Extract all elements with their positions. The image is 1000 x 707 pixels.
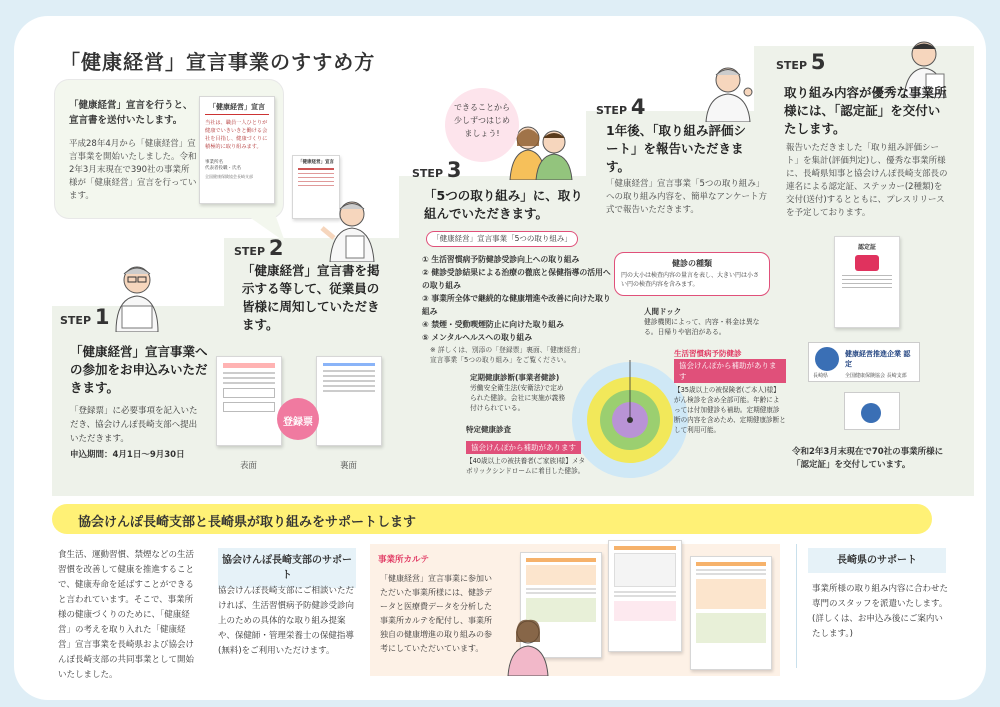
step2-label-text: STEP	[234, 245, 266, 258]
support-banner-text: 協会けんぽ長崎支部と長崎県が取り組みをサポートします	[78, 515, 417, 530]
step3-number: 3	[446, 158, 462, 182]
intro-body: 平成28年4月から「健康経営」宣言事業を開始いたしました。令和2年3月末現在で390社の事業所様が「健康経営」宣言を行っています。	[69, 139, 197, 201]
step2-title: 「健康経営」宣言書を掲示する等して、従業員の皆様に周知していただきます。	[242, 263, 380, 332]
registration-back-label: 裏面	[340, 461, 358, 471]
specific-badge: 協会けんぽから補助があります	[466, 441, 581, 454]
person-illustration-step4	[698, 62, 756, 122]
registration-form-back	[316, 356, 382, 446]
step4-label-text: STEP	[596, 104, 628, 117]
sticker-small	[844, 392, 900, 430]
sticker-text: 健康経営推進企業 認定	[845, 350, 911, 368]
checkup-kinds-body: 円の大小は検査内容の量言を表し、大きい円は小さい円の検査内容を含みます。	[621, 272, 760, 288]
registration-form-label: 登録票	[283, 417, 313, 428]
dock-body: 健診機関によって、内容・料金は異なる。日帰りや宿泊がある。	[644, 318, 760, 336]
step3-title: 「5つの取り組み」に、取り組んでいただきます。	[424, 188, 583, 221]
step4-number: 4	[630, 95, 646, 119]
karte-title: 事業所カルテ	[378, 555, 430, 565]
person-illustration-step1	[108, 262, 166, 332]
step4-body: 「健康経営」宣言事業「5つの取り組み」への取り組み内容を、簡単なアンケート方式で報告いただきます。	[606, 179, 767, 215]
step2-number: 2	[268, 236, 284, 260]
support-intro: 食生活、運動習慣、禁煙などの生活習慣を改善して健康を推進することで、健康寿命を延ばすことができると言われています。そこで、事業所様の健康づくりのために、「健康経営」の考えを取り入れた「健康経営」宣言事業を長崎県および協会けんぽ長崎支部の共同事業として開始いたしました。	[58, 550, 195, 680]
step2-label	[234, 236, 283, 260]
person-illustration-step2	[318, 198, 378, 262]
step3-items	[422, 253, 612, 344]
lifestyle-body: 【35歳以上の被保険者(ご本人)様】がん検診を含め全部可能。年齢によっては付加健診も補助。定期健康診断の内容を含めため、定期健康診断として利用可能。	[674, 386, 786, 434]
lifestyle-checkup-info	[674, 348, 786, 435]
checkup-kinds-box	[614, 252, 770, 296]
regular-body: 労働安全衛生法(安衛法)で定められた健診。会社に実施が義務付けられている。	[470, 384, 566, 412]
step4-label	[596, 95, 645, 119]
step5-label-text: STEP	[776, 59, 808, 72]
step5-title: 取り組み内容が優秀な事業所様には、「認定証」を交付いたします。	[784, 85, 947, 136]
lifestyle-badge: 協会けんぽから補助があります	[674, 359, 786, 383]
declaration-body: 当社は、職員一人ひとりが健康でいきいきと働ける会社を目指し、健康づくりに積極的に取り組みます。	[205, 120, 268, 150]
declaration-title: 「健康経営」宣言	[205, 102, 269, 115]
regular-title: 定期健康診断(事業者健診)	[470, 373, 560, 382]
specific-title: 特定健康診査	[466, 425, 511, 434]
small-declaration-title: 「健康経営」宣言	[298, 160, 334, 165]
certificate-title: 認定証	[857, 244, 876, 251]
step3-item: ④ 禁煙・受動喫煙防止に向けた取り組み	[422, 320, 564, 329]
page-title: 「健康経営」宣言事業のすすめ方	[60, 50, 376, 74]
step1-label	[60, 305, 109, 329]
registration-form-front	[216, 356, 282, 446]
registration-front-label: 表面	[240, 461, 258, 471]
specific-checkup-info	[466, 424, 586, 476]
step5-number: 5	[810, 50, 826, 74]
step3-item: ⑤ メンタルヘルスへの取り組み	[422, 333, 533, 342]
step3-label-text: STEP	[412, 167, 444, 180]
step5-body: 報告いただきました「取り組み評価シート」を集計(評価判定)し、優秀な事業所様に、長崎県知事と協会けんぽ長崎支部長の連名による認定証、ステッカー(2種類)を交付(送付)するとともに、プレスリリースを予定しております。	[786, 143, 948, 218]
sticker-large	[808, 342, 920, 382]
karte-body: 「健康経営」宣言事業に参加いただいた事業所様には、健診データと医療費データを分析した事業所カルテを配付し、事業所独自の健康増進の取り組みの参考にしていただいています。	[380, 574, 492, 653]
kyokai-support-heading: 協会けんぽ長崎支部のサポート	[218, 548, 356, 588]
intro-heading: 「健康経営」宣言を行うと、宣言書を送付いたします。	[69, 100, 193, 126]
step1-label-text: STEP	[60, 314, 92, 327]
pref-support-heading: 長崎県のサポート	[808, 548, 946, 573]
dock-info	[644, 306, 764, 337]
step3-pill: 「健康経営」宣言事業「5つの取り組み」	[426, 231, 578, 247]
step1-body: 「登録票」に必要事項を記入いただき、協会けんぽ長崎支部へ提出いただきます。	[70, 406, 198, 444]
step3-item: ① 生活習慣病予防健診受診向上への取り組み	[422, 255, 580, 264]
kyokai-support-body: 協会けんぽ長崎支部にご相談いただければ、生活習慣病予防健診受診向上のための具体的な取り組み提案や、保健師・管理栄養士の保健指導(無料)をご利用いただけます。	[218, 586, 355, 656]
step3-label	[412, 158, 461, 182]
step5-footer: 令和2年3月末現在で70社の事業所様に「認定証」を交付しています。	[792, 447, 944, 470]
checkup-kinds-title: 健診の種類	[672, 259, 712, 268]
karte-sheet-2	[608, 540, 682, 652]
sticker-sub2: 全国健康保険協会 長崎支部	[845, 373, 907, 379]
step1-period: 申込期間：4月1日～9月30日	[70, 450, 185, 460]
intro-card	[55, 80, 283, 218]
specific-body: 【40歳以上の被扶養者(ご家族)様】メタボリックシンドロームに着目した健診。	[466, 457, 586, 475]
pref-support-body: 事業所様の取り組み内容に合わせた専門のスタッフを派遣いたします。(詳しくは、お申込み後にご案内いたします。)	[812, 584, 949, 639]
declaration-document	[199, 96, 275, 204]
step3-note: ※ 詳しくは、別添の「登録票」裏面、「健康経営」宣言事業「5つの取り組み」をご覧ください。	[430, 346, 584, 364]
declaration-footer: 全国健康保険協会長崎支部	[205, 174, 253, 179]
declaration-rep-label: 代表者役職・氏名	[205, 166, 241, 171]
karte-person-illustration	[504, 616, 552, 676]
sticker-sub1: 長崎県	[813, 373, 829, 379]
step1-title: 「健康経営」宣言事業への参加をお申込みいただきます。	[70, 344, 208, 395]
certificate-document	[834, 236, 900, 328]
step4-title: 1年後、「取り組み評価シート」を報告いただきます。	[606, 123, 746, 174]
dock-title: 人間ドック	[644, 307, 682, 316]
lifestyle-title: 生活習慣病予防健診	[674, 349, 742, 358]
encouragement-text: できることから少しずつはじめましょう!	[454, 103, 510, 138]
step3-item: ③ 事業所全体で継続的な健康増進や改善に向けた取り組み	[422, 294, 611, 316]
step1-number: 1	[94, 305, 110, 329]
karte-sheet-3	[690, 556, 772, 670]
regular-checkup-info	[470, 372, 570, 413]
step5-label	[776, 50, 825, 74]
declaration-company-label: 事業所名	[205, 160, 223, 165]
step3-item: ② 健診受診結果による治療の徹底と保健指導の活用への取り組み	[422, 268, 611, 290]
checkup-circles-diagram	[570, 360, 690, 480]
pref-support-divider	[796, 544, 797, 668]
